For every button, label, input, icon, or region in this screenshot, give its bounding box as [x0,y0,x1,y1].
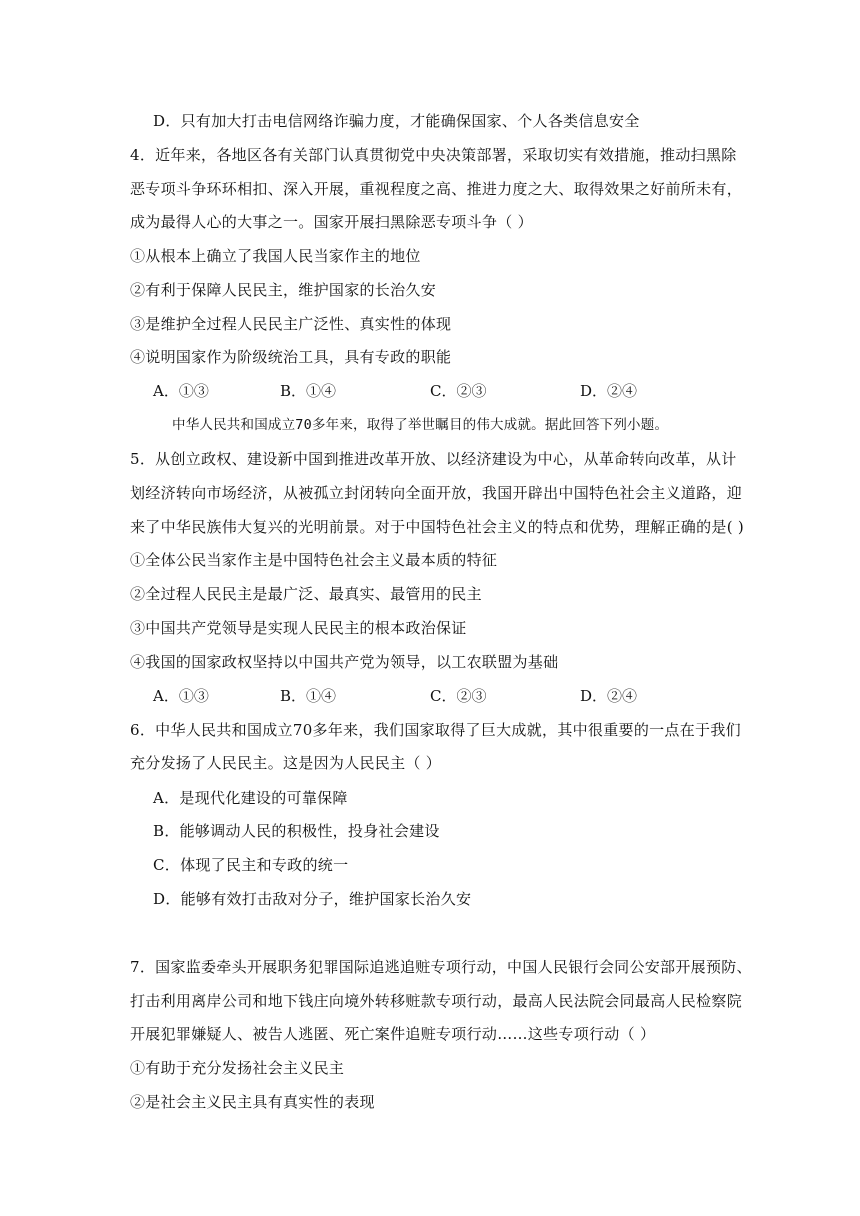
q4-statement-2: ②有利于保障人民民主，维护国家的长治久安 [130,281,437,299]
q5-choice-d[interactable]: D．②④ [580,687,638,705]
q5-statement-3: ③中国共产党领导是实现人民民主的根本政治保证 [130,619,467,637]
q5-statement-4: ④我国的国家政权坚持以中国共产党为领导，以工农联盟为基础 [130,653,559,671]
q5-stem-line-2: 划经济转向市场经济，从被孤立封闭转向全面开放，我国开辟出中国特色社会主义道路，迎 [130,484,743,502]
q5-choice-a[interactable]: A．①③ [153,687,209,705]
q6-option-c[interactable]: C．体现了民主和专政的统一 [153,856,349,874]
q6-option-a[interactable]: A．是现代化建设的可靠保障 [153,789,348,807]
q4-choice-b[interactable]: B．①④ [280,382,337,400]
q5-statement-1: ①全体公民当家作主是中国特色社会主义最本质的特征 [130,551,498,569]
q7-stem-line-3: 开展犯罪嫌疑人、被告人逃匿、死亡案件追赃专项行动……这些专项行动（ ） [130,1025,656,1043]
q7-stem-line-1: 7．国家监委牵头开展职务犯罪国际追逃追赃专项行动，中国人民银行会同公安部开展预防、 [130,958,752,976]
q4-stem-line-3: 成为最得人心的大事之一。国家开展扫黑除恶专项斗争（ ） [130,213,533,231]
q4-stem-line-1: 4．近年来，各地区各有关部门认真贯彻党中央决策部署，采取切实有效措施，推动扫黑除 [130,146,737,164]
q4-choice-a[interactable]: A．①③ [153,382,209,400]
q7-statement-1: ①有助于充分发扬社会主义民主 [130,1059,345,1077]
q5-statement-2: ②全过程人民民主是最广泛、最真实、最管用的民主 [130,585,482,603]
q5-stem-line-1: 5．从创立政权、建设新中国到推进改革开放、以经济建设为中心，从革命转向改革，从计 [130,450,737,468]
q7-statement-2: ②是社会主义民主具有真实性的表现 [130,1093,375,1111]
q4-statement-1: ①从根本上确立了我国人民当家作主的地位 [130,247,421,265]
q5-stem-line-3: 来了中华民族伟大复兴的光明前景。对于中国特色社会主义的特点和优势，理解正确的是( ) [130,518,745,536]
q4-choice-c[interactable]: C．②③ [430,382,487,400]
q7-stem-line-2: 打击利用离岸公司和地下钱庄向境外转移赃款专项行动，最高人民法院会同最高人民检察院 [130,992,743,1010]
q4-statement-4: ④说明国家作为阶级统治工具，具有专政的职能 [130,348,452,366]
q5-choices [153,686,713,706]
group-note: 中华人民共和国成立70多年来，取得了举世瞩目的伟大成就。据此回答下列小题。 [172,417,669,433]
q6-option-d[interactable]: D．能够有效打击敌对分子，维护国家长治久安 [153,890,472,908]
q4-choice-d[interactable]: D．②④ [580,382,638,400]
q4-statement-3: ③是维护全过程人民民主广泛性、真实性的体现 [130,315,452,333]
q3-option-d: D．只有加大打击电信网络诈骗力度，才能确保国家、个人各类信息安全 [153,112,640,130]
q4-stem-line-2: 恶专项斗争环环相扣、深入开展，重视程度之高、推进力度之大、取得效果之好前所未有， [130,180,743,198]
q6-option-b[interactable]: B．能够调动人民的积极性，投身社会建设 [153,822,440,840]
q6-stem-line-2: 充分发扬了人民民主。这是因为人民民主（ ） [130,754,442,772]
q4-choices [153,381,713,401]
q5-choice-b[interactable]: B．①④ [280,687,337,705]
q6-stem-line-1: 6．中华人民共和国成立70多年来，我们国家取得了巨大成就，其中很重要的一点在于我们 [130,721,741,739]
q5-choice-c[interactable]: C．②③ [430,687,487,705]
